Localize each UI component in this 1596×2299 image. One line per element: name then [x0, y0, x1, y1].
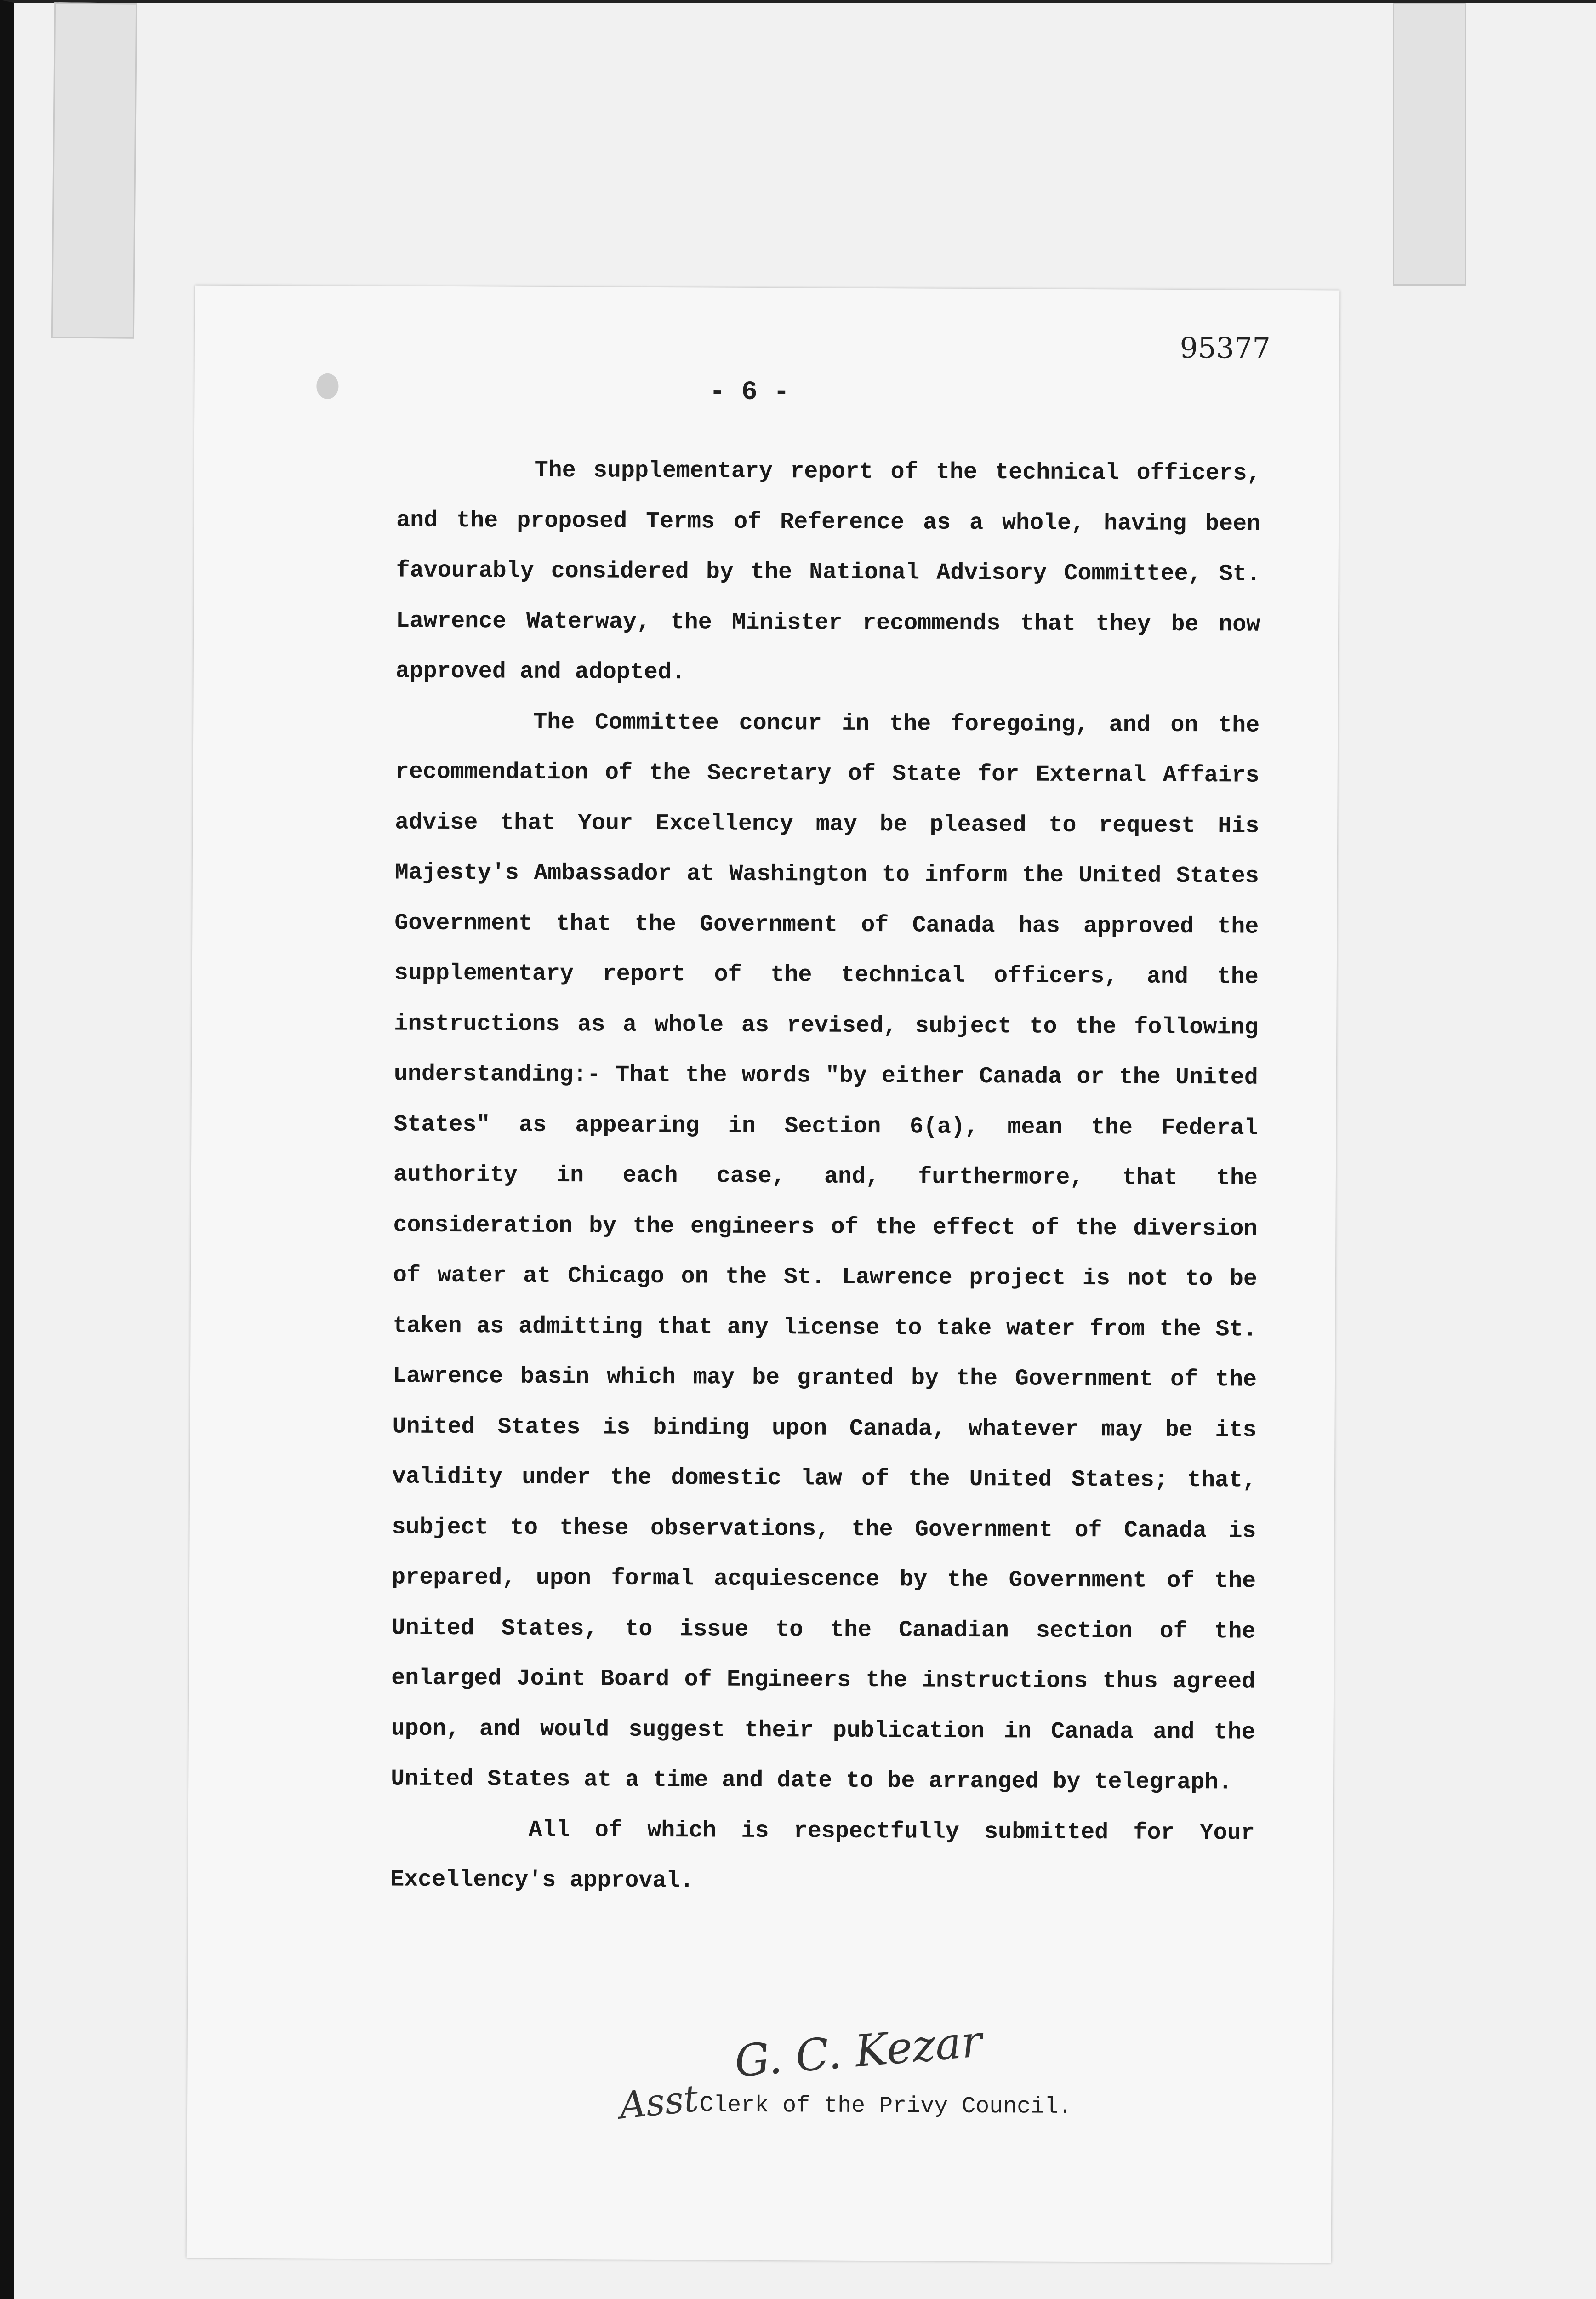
signature-block	[617, 2016, 1171, 2166]
paragraph-3: All of which is respectfully submitted for Your Excellency's approval.	[390, 1817, 1255, 1894]
handwritten-signature: G. C. Kezar	[732, 2016, 984, 2087]
body-text	[390, 445, 1261, 1909]
tape-strip-top-left	[51, 2, 137, 339]
document-page	[187, 286, 1340, 2263]
paragraph-2: The Committee concur in the foregoing, and on the recommendation of the Secretary of State for External Affairs advise that Your Excellency may be pleased to request His Majesty's Ambassador at Washington to inform the United States Government that the Government of Canada has approved the supplementary report of the technical officers, and the instructions as a whole as revised, subject to the following understanding:- That the words "by either Canada or the United States" as appearing in Section 6(a), mean the Federal authority in each case, and, furthermore, that the consideration by the engineers of the effect of the diversion of water at Chicago on the St. Lawrence project is not to be taken as admitting that any license to take water from the St. Lawrence basin which may be granted by the Government of the United States is binding upon Canada, whatever may be its validity under the domestic law of the United States; that, subject to these observations, the Government of Canada is prepared, upon formal acquiescence by the Government of the United States, to issue to the Canadian section of the enlarged Joint Board of Engineers the instructions thus agreed upon, and would suggest their publication in Canada and the United States at a time and date to be arranged by telegraph.	[391, 709, 1260, 1796]
handwritten-prefix: Asst	[617, 2076, 701, 2127]
punch-hole	[316, 373, 338, 399]
tape-strip-top-right	[1393, 3, 1466, 286]
paragraph-1: The supplementary report of the technical officers, and the proposed Terms of Reference as a whole, having been favourably considered by the National Advisory Committee, St. Lawrence Waterway, the Minister recommends that they be now approved and adopted.	[395, 457, 1261, 686]
page-number: - 6 -	[709, 377, 790, 408]
signatory-title: Clerk of the Privy Council.	[699, 2092, 1072, 2120]
page-code: 95377	[1180, 331, 1271, 365]
